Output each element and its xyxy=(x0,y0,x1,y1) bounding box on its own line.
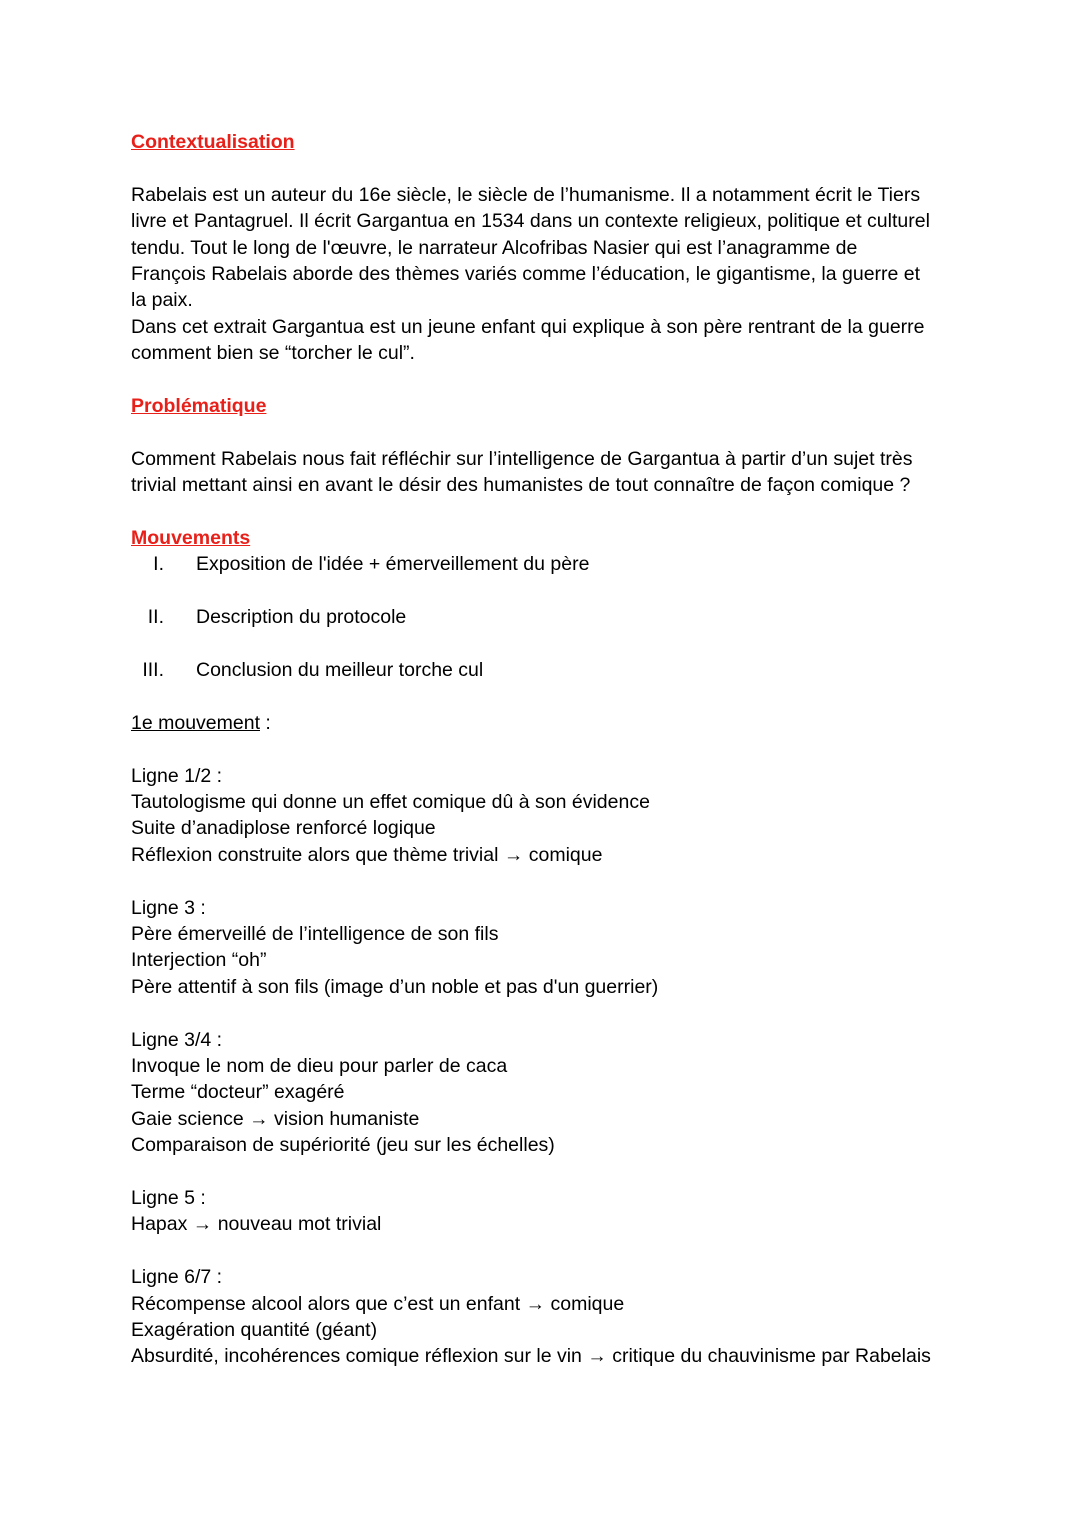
list-number: III. xyxy=(142,659,164,681)
list-item xyxy=(131,657,961,683)
mouvements-heading: Mouvements xyxy=(131,527,251,550)
text-line: la paix. xyxy=(131,289,193,312)
section-ligne-3-4 xyxy=(131,1027,961,1159)
list-label: Conclusion du meilleur torche cul xyxy=(196,659,484,681)
problematique-heading: Problématique xyxy=(131,395,267,418)
note-line: Exagération quantité (géant) xyxy=(131,1319,378,1342)
section-ligne-3 xyxy=(131,895,961,1001)
note-line: Tautologisme qui donne un effet comique dû à son évidence xyxy=(131,790,650,813)
problematique-paragraph xyxy=(131,446,961,499)
note-line: Invoque le nom de dieu pour parler de caca xyxy=(131,1055,508,1078)
contextualisation-heading: Contextualisation xyxy=(131,131,295,153)
premier-mouvement-suffix: : xyxy=(260,711,271,734)
text-line: François Rabelais aborde des thèmes variés comme l’éducation, le gigantisme, la guerre et xyxy=(131,263,921,286)
list-number: II. xyxy=(147,606,164,629)
note-line: Suite d’anadiplose renforcé logique xyxy=(131,817,436,840)
section-ligne-6-7 xyxy=(131,1264,961,1370)
list-label: Description du protocole xyxy=(196,606,407,629)
mouvements-list xyxy=(131,551,961,683)
text-line: comment bien se “torcher le cul”. xyxy=(131,342,415,365)
text-line: tendu. Tout le long de l'œuvre, le narrateur Alcofribas Nasier qui est l’anagramme de xyxy=(131,236,858,259)
note-line: Récompense alcool alors que c’est un enfant → comique xyxy=(131,1292,625,1315)
ligne-label: Ligne 6/7 : xyxy=(131,1266,223,1289)
text-line: trivial mettant ainsi en avant le désir des humanistes de tout connaître de façon comique ? xyxy=(131,474,911,497)
list-item xyxy=(131,604,961,630)
list-item xyxy=(131,551,961,577)
premier-mouvement-title xyxy=(131,710,961,736)
note-line: Hapax → nouveau mot trivial xyxy=(131,1213,382,1236)
note-line: Absurdité, incohérences comique réflexion sur le vin → critique du chauvinisme par Rabelais xyxy=(131,1345,931,1368)
text-line: Comment Rabelais nous fait réfléchir sur l’intelligence de Gargantua à partir d’un sujet très xyxy=(131,447,913,470)
text-line: Rabelais est un auteur du 16e siècle, le siècle de l’humanisme. Il a notamment écrit le Tiers xyxy=(131,183,921,206)
note-line: Père attentif à son fils (image d’un noble et pas d'un guerrier) xyxy=(131,975,659,998)
list-label: Exposition de l'idée + émerveillement du père xyxy=(196,553,590,576)
list-number: I. xyxy=(153,553,164,576)
section-ligne-5 xyxy=(131,1185,961,1238)
text-line: Dans cet extrait Gargantua est un jeune enfant qui explique à son père rentrant de la guerre xyxy=(131,315,925,338)
text-line: livre et Pantagruel. Il écrit Gargantua en 1534 dans un contexte religieux, politique et culturel xyxy=(131,210,930,233)
document-page xyxy=(131,129,961,1370)
ligne-label: Ligne 5 : xyxy=(131,1187,206,1210)
note-line: Comparaison de supériorité (jeu sur les échelles) xyxy=(131,1134,555,1157)
section-ligne-1-2 xyxy=(131,763,961,869)
ligne-label: Ligne 3 : xyxy=(131,896,206,919)
note-line: Réflexion construite alors que thème trivial → comique xyxy=(131,843,603,866)
note-line: Terme “docteur” exagéré xyxy=(131,1081,345,1104)
premier-mouvement-title-text: 1e mouvement xyxy=(131,711,260,734)
contextualisation-paragraph xyxy=(131,182,961,367)
note-line: Gaie science → vision humaniste xyxy=(131,1107,420,1130)
ligne-label: Ligne 3/4 : xyxy=(131,1028,223,1051)
note-line: Interjection “oh” xyxy=(131,949,267,972)
ligne-label: Ligne 1/2 : xyxy=(131,764,223,787)
note-line: Père émerveillé de l’intelligence de son fils xyxy=(131,923,499,945)
